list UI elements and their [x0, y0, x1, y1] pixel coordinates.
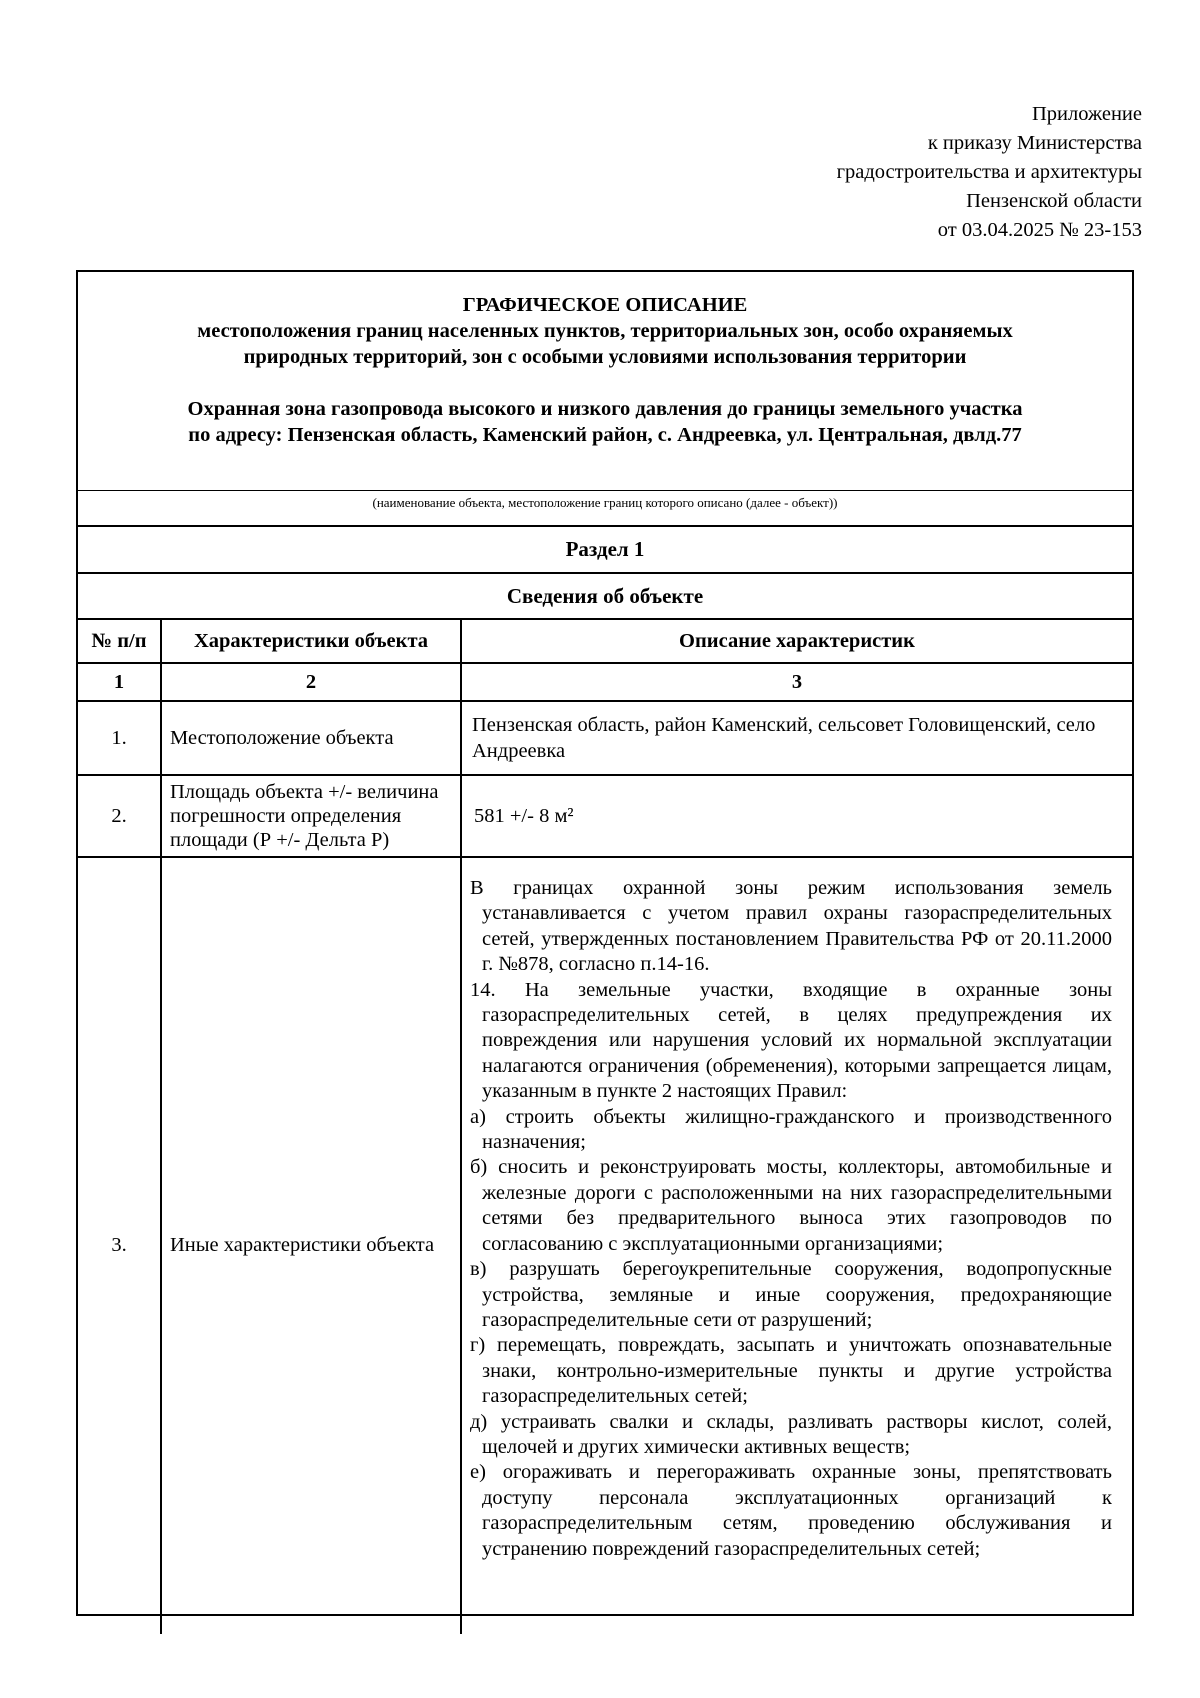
column-header-description: Описание характеристик [679, 629, 915, 652]
column-header-number: № п/п [78, 620, 162, 662]
object-name-line: по адресу: Пензенская область, Каменский район, с. Андреевка, ул. Центральная, двлд.77 [188, 424, 1022, 446]
section-title: Раздел 1 [78, 527, 1132, 574]
row-number: 3. [78, 858, 162, 1634]
restriction-paragraph: а) строить объекты жилищно-гражданского и производственного назначения; [470, 1105, 1112, 1154]
row-characteristic: Площадь объекта +/- величина погрешности определения площади (Р +/- Дельта Р) [162, 776, 462, 856]
appendix-line: градостроительства и архитектуры [836, 161, 1142, 183]
row-description: Пензенская область, район Каменский, сельсовет Головищенский, село Андреевка [472, 714, 1096, 762]
row-number: 1. [78, 702, 162, 774]
restriction-paragraph: г) перемещать, повреждать, засыпать и уничтожать опознавательные знаки, контрольно-измерительные пункты и другие устройства газораспределительных сетей; [470, 1334, 1112, 1408]
table-row [78, 776, 1132, 858]
row-characteristic: Иные характеристики объекта [162, 858, 462, 1634]
document-subtitle-line: местоположения границ населенных пунктов, территориальных зон, особо охраняемых [197, 320, 1013, 342]
appendix-line: Пензенской области [966, 190, 1142, 212]
appendix-line: к приказу Министерства [927, 132, 1142, 154]
document-frame [76, 270, 1134, 1616]
restriction-paragraph: б) сносить и реконструировать мосты, коллекторы, автомобильные и железные дороги с расположенными на них газораспределительными сетями без предварительного выноса этих газопроводов по согласованию с эксплуатационными организациями; [470, 1156, 1112, 1255]
table-header-row [78, 620, 1132, 664]
restriction-paragraph: в) разрушать берегоукрепительные сооружения, водопропускные устройства, земляные и иные сооружения, предохраняющие газораспределительные сети от разрушений; [470, 1258, 1112, 1331]
restriction-paragraph: 14. На земельные участки, входящие в охранные зоны газораспределительных сетей, в целях предупреждения их повреждения или нарушения условий их нормальной эксплуатации налагаются ограничения (обременения), которыми запрещается лицам, указанным в пункте 2 настоящих Правил: [470, 978, 1112, 1103]
column-number: 3 [791, 670, 803, 693]
restriction-paragraph: д) устраивать свалки и склады, разливать растворы кислот, солей, щелочей и других химически активных веществ; [470, 1410, 1112, 1458]
column-header-characteristic: Характеристики объекта [162, 620, 462, 662]
section-subtitle: Сведения об объекте [78, 574, 1132, 620]
restriction-paragraph: е) огораживать и перегораживать охранные зоны, препятствовать доступу персонала эксплуатационных организаций к газораспределительным сетям, проведению обслуживания и устранению повреждений газораспределительных сетей; [470, 1461, 1112, 1560]
restriction-paragraph: В границах охранной зоны режим использования земель устанавливается с учетом правил охраны газораспределительных сетей, утвержденных постановлением Правительства РФ от 20.11.2000 г. №878, согласно п.14-16. [470, 877, 1112, 976]
table-row [78, 858, 1132, 1634]
document-title: ГРАФИЧЕСКОЕ ОПИСАНИЕ [462, 294, 748, 316]
document-subtitle-line: природных территорий, зон с особыми условиями использования территории [243, 346, 967, 368]
row-number: 2. [78, 776, 162, 856]
document-header [78, 272, 1132, 491]
row-characteristic: Местоположение объекта [162, 702, 462, 774]
column-number: 2 [162, 664, 462, 700]
object-name-line: Охранная зона газопровода высокого и низкого давления до границы земельного участка [187, 398, 1023, 420]
object-caption: (наименование объекта, местоположение границ которого описано (далее - объект)) [78, 491, 1132, 527]
row-description [462, 858, 1132, 1634]
column-number: 1 [78, 664, 162, 700]
appendix-date-number: от 03.04.2025 № 23-153 [937, 219, 1142, 241]
table-row [78, 702, 1132, 776]
restrictions-text [470, 876, 1112, 1562]
appendix-block [837, 100, 1142, 245]
table-column-numbers-row [78, 664, 1132, 702]
row-description: 581 +/- 8 м² [474, 805, 574, 827]
appendix-line: Приложение [1031, 103, 1142, 125]
